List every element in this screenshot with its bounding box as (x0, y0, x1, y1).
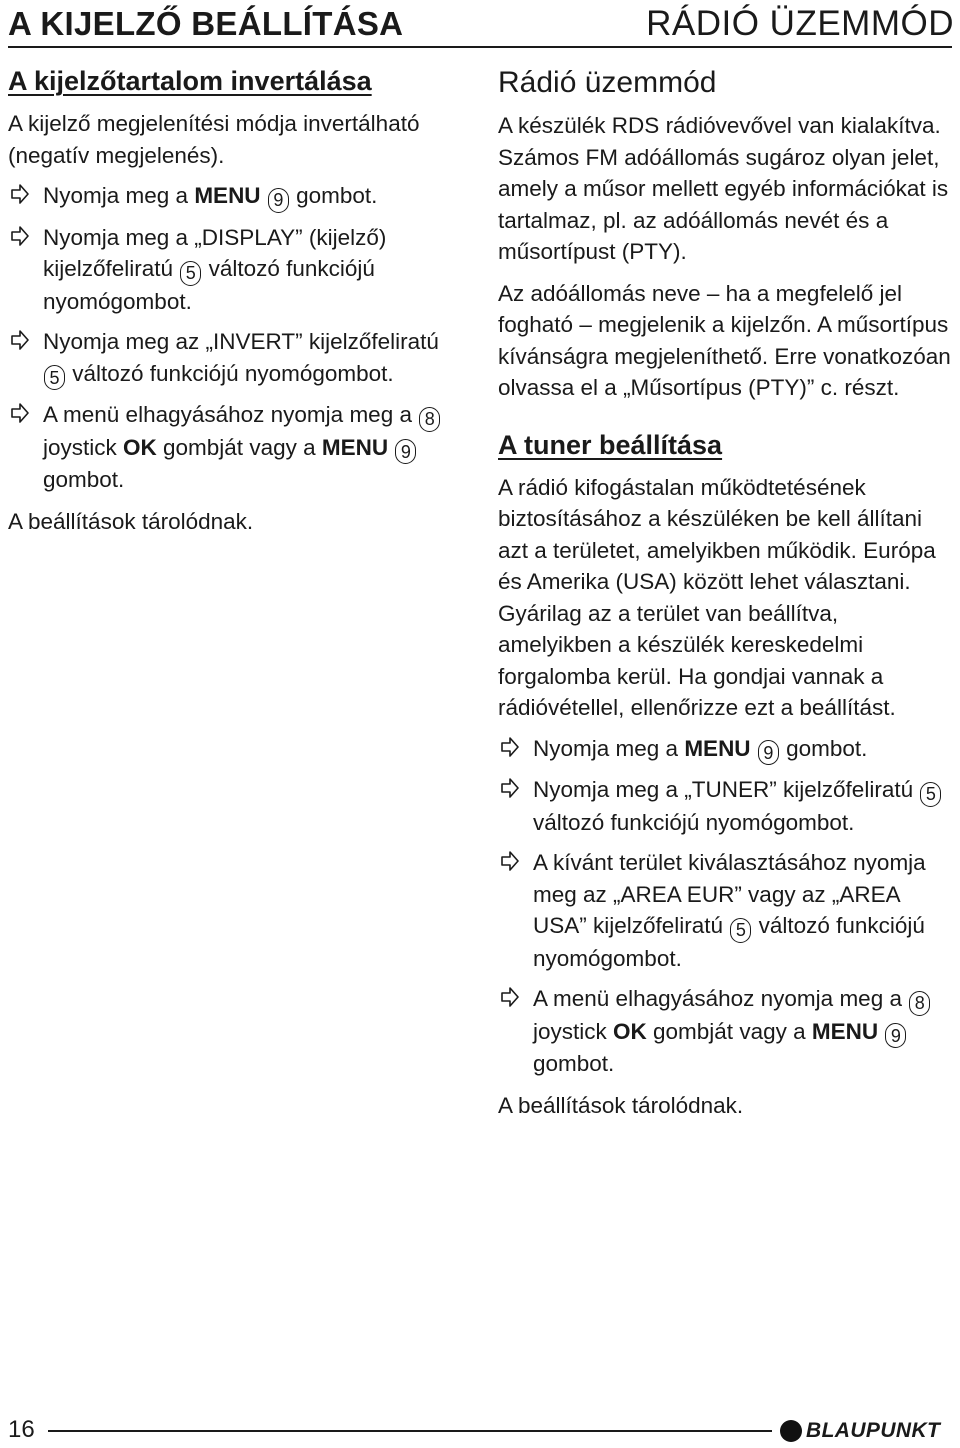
step-text: Nyomja meg a (533, 735, 685, 761)
arrow-bullet-icon (500, 777, 520, 799)
step-text: A menü elhagyásához nyomja meg a (533, 986, 909, 1011)
key-number-badge: 9 (395, 439, 416, 464)
key-number-badge: 8 (909, 991, 930, 1016)
instruction-step (498, 847, 956, 974)
menu-button-label: MENU (811, 1018, 879, 1044)
instruction-step (8, 399, 464, 496)
key-number-badge: 8 (419, 407, 440, 432)
arrow-bullet-icon (10, 402, 30, 424)
menu-button-label: MENU (684, 735, 751, 761)
radio-mode-heading: Rádió üzemmód (498, 66, 717, 99)
right-column (498, 64, 956, 1121)
step-text: gombját vagy a (156, 434, 322, 460)
footer-divider (48, 1430, 772, 1432)
page-number: 16 (8, 1416, 35, 1443)
step-text: gombot. (779, 735, 868, 761)
key-number-badge: 9 (758, 740, 779, 765)
step-text: joystick (43, 434, 124, 460)
key-number-badge: 5 (44, 365, 65, 390)
step-text: változó funkciójú nyomógombot. (533, 809, 855, 835)
step-text: változó funkciójú nyomógombot. (43, 256, 375, 314)
tuner-settings-heading: A tuner beállítása (498, 429, 723, 460)
step-text: változó funkciójú nyomógombot. (533, 913, 925, 971)
invert-intro: A kijelző megjelenítési módja invertálható (negatív megjelenés). (8, 111, 420, 168)
instruction-step (8, 326, 464, 390)
step-text: változó funkciójú nyomógombot. (66, 360, 394, 386)
step-text: A menü elhagyásához nyomja meg a (43, 402, 419, 427)
step-text: gombot. (43, 467, 125, 492)
section-title-display-settings: A KIJELZŐ BEÁLLÍTÁSA (8, 5, 404, 42)
step-text: Nyomja meg a (43, 183, 195, 208)
step-text: gombját vagy a (646, 1018, 812, 1044)
left-column (8, 64, 464, 537)
key-number-badge: 5 (730, 918, 751, 943)
key-number-badge: 9 (268, 188, 289, 213)
settings-stored-note: A beállítások tárolódnak. (498, 1092, 744, 1118)
logo-dot-icon (780, 1420, 802, 1442)
arrow-bullet-icon (10, 183, 30, 205)
key-number-badge: 5 (180, 261, 201, 286)
rds-paragraph: A készülék RDS rádióvevővel van kialakítva. Számos FM adóállomás sugároz olyan jelet, amely a műsor mellett egyéb információkat is tartalmaz, pl. az adóállomás nevét és a műsortípust (PTY). (498, 113, 949, 264)
arrow-bullet-icon (500, 986, 520, 1008)
instruction-step (498, 733, 956, 766)
menu-button-label: MENU (321, 434, 389, 460)
brand-logo (780, 1418, 956, 1444)
step-text: Nyomja meg a „TUNER” kijelzőfeliratú (533, 777, 920, 802)
instruction-step (498, 983, 956, 1080)
settings-stored-note: A beállítások tárolódnak. (8, 508, 254, 534)
invert-heading: A kijelzőtartalom invertálása (8, 66, 372, 96)
instruction-step (8, 222, 464, 318)
step-text: Nyomja meg az „INVERT” kijelzőfeliratú (43, 329, 439, 354)
key-number-badge: 9 (885, 1023, 906, 1048)
brand-name: BLAUPUNKT (806, 1419, 941, 1442)
instruction-step (8, 180, 464, 213)
step-text: joystick (533, 1018, 614, 1044)
ok-button-label: OK (613, 1018, 647, 1044)
instruction-step (498, 774, 956, 838)
step-text: A kívánt terület kiválasztásához nyomja meg az „AREA EUR” vagy az „AREA USA” kijelzőfeliratú (533, 850, 926, 938)
step-text: gombot. (533, 1051, 615, 1076)
step-text: Nyomja meg a „DISPLAY” (kijelző) kijelzőfeliratú (43, 224, 387, 281)
header-divider (8, 46, 952, 48)
arrow-bullet-icon (10, 329, 30, 351)
menu-button-label: MENU (194, 183, 261, 208)
section-title-radio-mode: RÁDIÓ ÜZEMMÓD (646, 4, 954, 43)
step-text: gombot. (289, 183, 378, 208)
tuner-area-paragraph: A rádió kifogástalan működtetésének biztosításához a készüléken be kell állítani azt a területet, amelyikben működik. Európa és Amerika (USA) között lehet választani. Gyárilag az a terület van beállítva, amelyikben a készülék kereskedelmi forgalomba kerül. Ha gondjai vannak a rádióvétellel, ellenőrizze ezt a beállítást. (498, 474, 936, 720)
key-number-badge: 5 (920, 782, 941, 807)
station-name-paragraph: Az adóállomás neve – ha a megfelelő jel fogható – megjelenik a kijelzőn. A műsortípus kívánságra megjeleníthető. Erre vonatkozóan olvassa el a „Műsortípus (PTY)” c. részt. (498, 280, 951, 400)
ok-button-label: OK (123, 434, 157, 460)
arrow-bullet-icon (10, 225, 30, 247)
arrow-bullet-icon (500, 736, 520, 758)
arrow-bullet-icon (500, 850, 520, 872)
